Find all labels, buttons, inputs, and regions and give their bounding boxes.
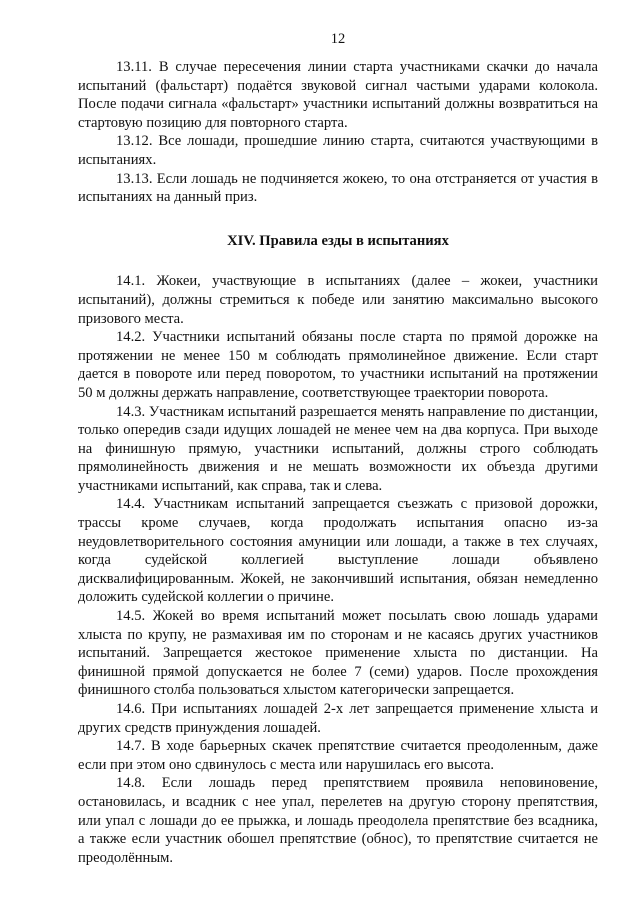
paragraph-14-4: 14.4. Участникам испытаний запрещается съезжать с призовой дорожки, трассы кроме случаев, когда продолжать испытания опасно из-за неудовлетворительного состояния амуниции или лошади, а также в тех случаях, когда судейской коллегией выступление лошади объявлено дисквалифицированным. Жокей, не закончивший испытания, обязан немедленно доложить судейской коллегии о причине. (78, 496, 598, 606)
paragraph-14-5: 14.5. Жокей во время испытаний может посылать свою лошадь ударами хлыста по крупу, не размахивая им по сторонам и не касаясь других участников испытаний. Запрещается жестокое применение хлыста по дистанции. На финишной прямой допускается не более 7 (семи) ударов. После прохождения финишного столба пользоваться хлыстом категорически запрещается. (78, 608, 598, 699)
document-page (78, 30, 598, 867)
paragraph-13-13: 13.13. Если лошадь не подчиняется жокею, то она отстраняется от участия в испытаниях на данный приз. (78, 170, 598, 206)
paragraph-13-12: 13.12. Все лошади, прошедшие линию старта, считаются участвующими в испытаниях. (78, 133, 598, 168)
paragraph-14-1: 14.1. Жокеи, участвующие в испытаниях (далее – жокеи, участники испытаний), должны стремиться к победе или занятию максимально высокого призового места. (78, 273, 598, 327)
paragraph-14-8: 14.8. Если лошадь перед препятствием проявила неповиновение, остановилась, и всадник с нее упал, перелетев на другую сторону препятствия, или упал с лошади до ее прыжка, и лошадь преодолела препятствие без всадника, а также если участник обошел препятствие (обнос), то препятствие считается не преодолённым. (78, 775, 598, 866)
page-number: 12 (330, 31, 346, 47)
paragraph-14-6: 14.6. При испытаниях лошадей 2-х лет запрещается применение хлыста и других средств принуждения лошадей. (78, 701, 598, 736)
paragraph-14-3: 14.3. Участникам испытаний разрешается менять направление по дистанции, только опередив сзади идущих лошадей не менее чем на два корпуса. При выходе на финишную прямую, участники испытаний, должны строго соблюдать прямолинейность движения и не мешать возможности их объезда другими участниками испытаний, как справа, так и слева. (78, 403, 598, 494)
paragraph-14-2: 14.2. Участники испытаний обязаны после старта по прямой дорожке на протяжении не менее 150 м соблюдать прямолинейное движение. Если старт дается в повороте или перед поворотом, то участники испытаний на протяжении 50 м должны держать направление, соответствующее траектории поворота. (78, 329, 598, 401)
paragraph-13-11: 13.11. В случае пересечения линии старта участниками скачки до начала испытаний (фальстарт) подаётся звуковой сигнал частыми ударами колокола. После подачи сигнала «фальстарт» участники испытаний должны возвратиться на стартовую позицию для повторного старта. (78, 59, 598, 131)
paragraph-14-7: 14.7. В ходе барьерных скачек препятствие считается преодоленным, даже если при этом оно сдвинулось с места или нарушилась его высота. (78, 738, 598, 773)
section-title: XIV. Правила езды в испытаниях (227, 232, 449, 249)
